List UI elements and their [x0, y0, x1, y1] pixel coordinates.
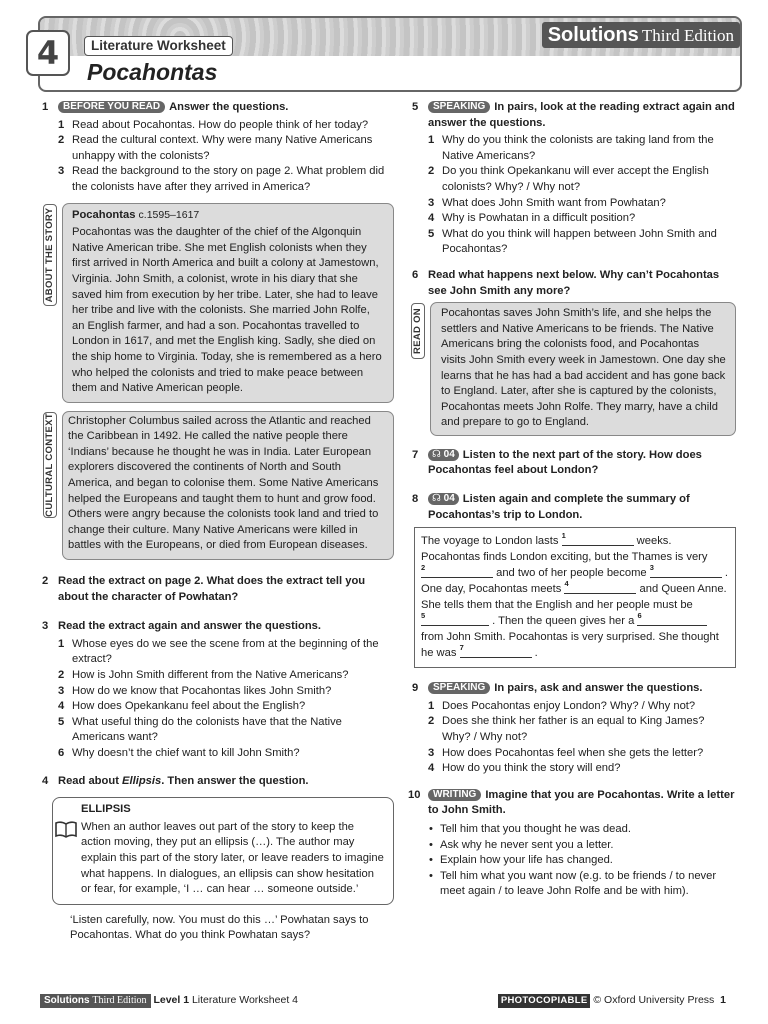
footer-series-edition: Third Edition	[92, 995, 147, 1006]
sub-question	[428, 761, 736, 777]
audio-track: 04	[443, 493, 455, 505]
sub-question	[428, 699, 736, 715]
summary-gap-fill	[414, 527, 736, 668]
about-heading	[72, 208, 385, 224]
question-3	[40, 619, 394, 635]
question-text: Listen again and complete the summary of Pocahontas’s trip to London.	[428, 493, 690, 521]
question-text: . Then answer the question.	[161, 774, 309, 787]
sub-text: Read the background to the story on page 2. What problem did the colonists have after they arrived in America?	[72, 165, 385, 193]
audio-tag	[428, 493, 459, 505]
speaking-tag: SPEAKING	[428, 682, 490, 694]
ellipsis-box	[52, 797, 394, 905]
sub-number: 5	[58, 715, 65, 728]
question-text: Read what happens next below. Why can’t Pocahontas see John Smith any more?	[428, 268, 720, 297]
question-text: Answer the questions.	[169, 101, 289, 113]
question-text: Read about	[58, 774, 123, 787]
worksheet-label: Literature Worksheet	[84, 36, 233, 56]
answer-blank-6[interactable]	[637, 611, 707, 626]
answer-blank-2[interactable]	[421, 563, 493, 578]
question-10	[410, 788, 736, 819]
sub-text: Does Pocahontas enjoy London? Why? / Why not?	[442, 699, 696, 712]
question-number: 2	[42, 575, 49, 588]
sub-question	[428, 164, 736, 195]
summary-text: and Queen Anne. She tells them that the English and her people must be	[421, 583, 727, 612]
sub-number: 3	[58, 684, 65, 697]
right-column	[410, 100, 736, 900]
blank-number: 6	[637, 611, 642, 621]
sub-text: What do you think will happen between John Smith and Pocahontas?	[442, 227, 717, 256]
sub-text: What useful thing do the colonists have that the Native Americans want?	[72, 715, 342, 744]
sub-number: 6	[58, 746, 65, 759]
sub-number: 4	[58, 700, 65, 713]
sub-question	[58, 715, 394, 746]
footer-series-name: Solutions	[44, 995, 90, 1006]
about-the-story-box	[44, 203, 394, 403]
sub-number: 2	[58, 134, 65, 147]
sub-number: 4	[428, 762, 435, 775]
question-number: 9	[412, 682, 419, 695]
sub-number: 1	[428, 699, 435, 712]
sub-number: 3	[428, 746, 435, 759]
footer-series-logo	[40, 994, 151, 1008]
copyright: © Oxford University Press	[593, 994, 715, 1006]
question-number: 6	[412, 268, 419, 281]
blank-number: 2	[421, 563, 426, 573]
summary-text: and two of her people become	[493, 567, 650, 580]
question-2	[40, 574, 394, 605]
page-number: 1	[720, 994, 726, 1006]
question-1	[40, 100, 394, 116]
question-number: 4	[42, 774, 49, 787]
summary-text: The voyage to London lasts	[421, 535, 562, 548]
sub-text: Why doesn’t the chief want to kill John Smith?	[72, 746, 300, 759]
question-number: 8	[412, 493, 419, 506]
sub-text: Whose eyes do we see the scene from at the beginning of the extract?	[72, 637, 379, 666]
sub-number: 5	[428, 227, 435, 240]
sub-question	[58, 684, 394, 700]
blank-number: 1	[561, 531, 566, 541]
ellipsis-question: ‘Listen carefully, now. You must do this …’ Powhatan says to Pocahontas. What do you think Powhatan says?	[70, 913, 369, 942]
summary-text: weeks. Pocahontas finds London exciting, but the Thames is very	[421, 535, 708, 564]
question-number: 7	[412, 448, 419, 461]
series-edition: Third Edition	[641, 26, 734, 45]
summary-text: from John Smith. Pocahontas is very surprised. She thought he was	[421, 631, 719, 660]
question-text: Read the extract on page 2. What does the extract tell you about the character of Powhatan?	[58, 575, 366, 603]
question-number: 5	[412, 101, 419, 113]
sub-text: Read about Pocahontas. How do people think of her today?	[72, 118, 369, 131]
question-5	[410, 100, 736, 131]
sub-question	[428, 227, 736, 258]
sub-question	[58, 699, 394, 715]
sub-text: How does Opekankanu feel about the English?	[72, 700, 306, 713]
question-6	[410, 268, 736, 299]
question-4	[40, 774, 394, 790]
bullet-item: • Tell him what you want now (e.g. to be friends / to never meet again / to leave John Rolfe and be with him).	[428, 869, 736, 900]
blank-number: 3	[649, 563, 654, 573]
sub-question	[58, 746, 394, 762]
sub-question	[58, 133, 394, 164]
question-text: Read the extract again and answer the questions.	[58, 620, 321, 633]
ellipsis-text: When an author leaves out part of the story to keep the action moving, they put an ellipsis (…). The author may explain this part of the story later, or leave readers to imagine what happens. In dialogues, an ellipsis can show hesitation or fear, for example, ‘I … can hear … someone outside.’	[81, 820, 384, 896]
sub-number: 2	[428, 715, 435, 728]
question-9	[410, 681, 736, 697]
audio-tag	[428, 449, 459, 461]
unit-number: 4	[26, 30, 70, 76]
sub-text: How do you think the story will end?	[442, 762, 621, 775]
question-10-bullets	[410, 822, 736, 900]
sub-question	[58, 668, 394, 684]
sub-question	[428, 211, 736, 227]
sub-question	[58, 118, 394, 134]
question-text: Imagine that you are Pocahontas. Write a letter to John Smith.	[428, 788, 735, 817]
about-dates: c.1595–1617	[138, 208, 200, 221]
question-8	[410, 492, 736, 523]
sub-text: Read the cultural context. Why were many Native Americans unhappy with the colonists?	[72, 134, 373, 162]
page-header	[26, 16, 742, 92]
read-on-text: Pocahontas saves John Smith’s life, and she helps the settlers and Native Americans to be friends. The Native Americans bring the colonists food, and Pocahontas visits John Smith every week in Jamestown. One day she learns that he has had a bad accident and has gone back to England. Later, after she is captured by the colonists, Pocahontas meets John Rolfe. They marry, have a child and prepare to go to England.	[441, 307, 726, 429]
sub-text: How is John Smith different from the Native Americans?	[72, 669, 349, 681]
sub-number: 1	[58, 637, 65, 650]
series-logo	[542, 22, 740, 48]
photocopiable-badge: PHOTOCOPIABLE	[498, 994, 591, 1008]
read-on-label	[411, 303, 425, 359]
question-number: 1	[42, 101, 49, 113]
side-label-text: READ ON	[412, 308, 424, 355]
question-1-items	[40, 118, 394, 196]
book-icon	[55, 820, 77, 838]
sub-text: What does John Smith want from Powhatan?	[442, 196, 666, 209]
question-5-items	[410, 133, 736, 258]
question-text: In pairs, ask and answer the questions.	[494, 682, 703, 695]
question-number: 3	[42, 620, 49, 633]
sub-question	[428, 196, 736, 212]
sub-text: Does she think her father is an equal to King James? Why? / Why not?	[442, 715, 705, 744]
question-3-items	[40, 637, 394, 762]
footer-right	[498, 993, 726, 1008]
answer-blank-5[interactable]	[421, 611, 489, 626]
before-you-read-tag: BEFORE YOU READ	[58, 101, 165, 113]
page-footer	[40, 993, 726, 1007]
summary-text: . One day, Pocahontas meets	[421, 567, 728, 596]
answer-blank-7[interactable]	[459, 643, 532, 658]
summary-text: .	[531, 647, 538, 660]
sub-question	[428, 746, 736, 762]
headphones-icon: ☊	[432, 448, 441, 460]
sub-text: Do you think Opekankanu will ever accept the English colonists? Why? / Why not?	[442, 165, 709, 193]
read-on-box	[412, 302, 736, 436]
sub-question	[58, 637, 394, 668]
sub-number: 3	[58, 165, 65, 178]
side-label-text: ABOUT THE STORY	[44, 207, 56, 302]
sub-number: 4	[428, 212, 435, 225]
cultural-text: Christopher Columbus sailed across the Atlantic and reached the Caribbean in 1492. He called the native people there ‘Indians’ because he thought he was in India. Later European explorers discovered the continents of North and South America, and began to colonise them. Some Native Americans helped the Europeans and taught them to hunt and grow food. Others were angry because the colonists took land and tried to change their culture. Many Native Americans were killed in battles with the Europeans, or died from European diseases.	[68, 414, 379, 552]
answer-blank-1[interactable]	[561, 531, 634, 546]
audio-track: 04	[443, 448, 455, 460]
headphones-icon: ☊	[432, 493, 441, 505]
answer-blank-4[interactable]	[564, 579, 636, 594]
answer-blank-3[interactable]	[649, 563, 722, 578]
question-text-emphasis: Ellipsis	[122, 774, 162, 787]
ellipsis-title: ELLIPSIS	[81, 803, 131, 816]
left-column	[40, 100, 394, 944]
sub-text: Why do you think the colonists are taking land from the Native Americans?	[442, 134, 714, 162]
blank-number: 7	[459, 643, 464, 653]
side-label-text: CULTURAL CONTEXT	[44, 412, 56, 517]
series-name: Solutions	[547, 24, 639, 46]
cultural-context-label	[43, 412, 57, 518]
writing-tag: WRITING	[428, 789, 481, 801]
blank-number: 5	[421, 611, 426, 621]
sub-question	[428, 714, 736, 745]
footer-worksheet: Literature Worksheet 4	[191, 994, 298, 1006]
sub-number: 3	[428, 196, 435, 209]
bullet-item: • Explain how your life has changed.	[428, 853, 736, 869]
about-name: Pocahontas	[72, 208, 136, 221]
blank-number: 4	[564, 579, 569, 589]
sub-number: 2	[428, 165, 435, 178]
about-the-story-label	[43, 204, 57, 306]
sub-text: How does Pocahontas feel when she gets the letter?	[442, 746, 704, 759]
sub-text: How do we know that Pocahontas likes John Smith?	[72, 684, 332, 697]
sub-question	[428, 133, 736, 164]
about-text: Pocahontas was the daughter of the chief of the Algonquin Native American tribe. She met English colonists when they first arrived in North America and built a colony at Jamestown, Virginia. John Smith, a colonist, wrote in his diary that she saved him from execution by her tribe. Later, she had to leave her tribe and live with the colonists. She married John Rolfe, an English farmer, and had a son. Pocahontas travelled to London in 1617, and met the English king. Sadly, she died on the ship home to Virginia. Today, she is remembered as a hero who helped the colonists and tried to make peace between them and Native American people.	[72, 226, 382, 395]
speaking-tag: SPEAKING	[428, 101, 490, 113]
sub-number: 1	[428, 134, 435, 147]
bullet-item: • Ask why he never sent you a letter.	[428, 838, 736, 854]
question-text: Listen to the next part of the story. How does Pocahontas feel about London?	[428, 448, 702, 477]
summary-text: . Then the queen gives her a	[489, 615, 638, 628]
cultural-context-box	[44, 411, 394, 560]
sub-number: 1	[58, 118, 65, 131]
footer-left	[40, 993, 298, 1008]
question-text: In pairs, look at the reading extract again and answer the questions.	[428, 101, 735, 129]
footer-level: Level 1	[153, 994, 190, 1006]
question-9-items	[410, 699, 736, 777]
question-7	[410, 448, 736, 479]
sub-text: Why is Powhatan in a difficult position?	[442, 212, 636, 225]
sub-question	[58, 164, 394, 195]
bullet-item: • Tell him that you thought he was dead.	[428, 822, 736, 838]
question-number: 10	[408, 788, 421, 801]
sub-number: 2	[58, 669, 65, 681]
page-title: Pocahontas	[87, 59, 218, 85]
